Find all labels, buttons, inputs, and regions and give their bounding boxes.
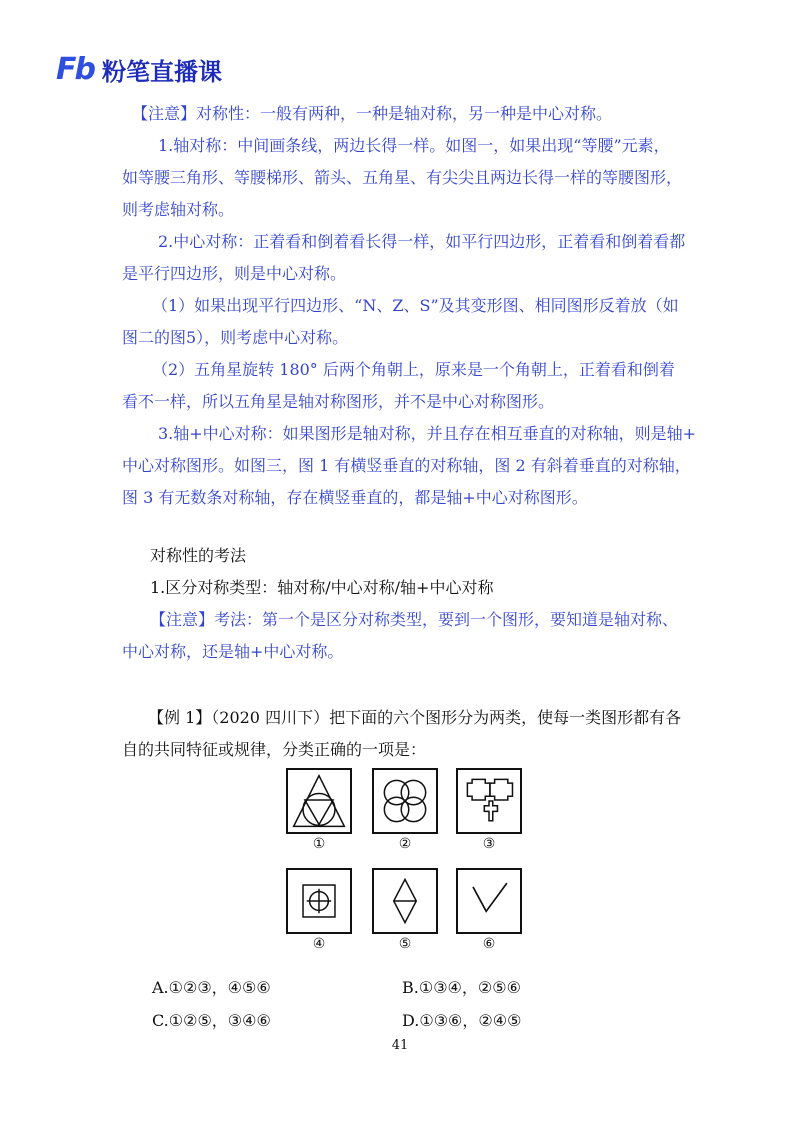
figure-1-triangle-circle (286, 768, 352, 834)
figure-6-v-shape (456, 868, 522, 934)
axis-symmetry-line2: 如等腰三角形、等腰梯形、箭头、五角星、有尖尖且两边长得一样的等腰图形， (122, 168, 683, 187)
center-note2-line2: 看不一样，所以五角星是轴对称图形，并不是中心对称图形。 (122, 392, 555, 411)
axis-center-line3: 图 3 有无数条对称轴，存在横竖垂直的，都是轴+中心对称图形。 (122, 488, 588, 507)
section-item1: 1.区分对称类型：轴对称/中心对称/轴+中心对称 (150, 578, 494, 597)
figure-4-label: ④ (312, 936, 326, 952)
center-note2-line1: （2）五角星旋转 180° 后两个角朝上，原来是一个角朝上，正着看和倒着 (152, 360, 675, 379)
center-symmetry-line2: 是平行四边形，则是中心对称。 (122, 264, 347, 283)
option-b: B.①③④，②⑤⑥ (402, 978, 521, 997)
section-title: 对称性的考法 (150, 546, 247, 565)
page-number: 41 (391, 1038, 409, 1053)
figure-2-four-circles (372, 768, 438, 834)
brand-name: 粉笔直播课 (101, 58, 222, 86)
figure-1-label: ① (312, 836, 326, 852)
axis-center-line2: 中心对称图形。如图三，图 1 有横竖垂直的对称轴，图 2 有斜着垂直的对称轴， (122, 456, 691, 475)
axis-symmetry-line3: 则考虑轴对称。 (122, 200, 235, 219)
example-figures (280, 768, 530, 958)
axis-center-line1: 3.轴+中心对称：如果图形是轴对称，并且存在相互垂直的对称轴，则是轴+ (158, 424, 697, 443)
figure-4-square-crosshair (286, 868, 352, 934)
header-logo (56, 52, 222, 87)
example-question-line2: 自的共同特征或规律，分类正确的一项是： (122, 740, 427, 759)
option-a: A.①②③，④⑤⑥ (152, 978, 271, 997)
option-c: C.①②⑤，③④⑥ (152, 1011, 271, 1030)
section-note-line1: 【注意】考法：第一个是区分对称类型，要到一个图形，要知道是轴对称、 (150, 610, 679, 629)
figure-5-diamond (372, 868, 438, 934)
center-symmetry-line1: 2.中心对称：正着看和倒着看长得一样，如平行四边形，正着看和倒着看都 (158, 232, 686, 251)
section-note-line2: 中心对称，还是轴+中心对称。 (122, 642, 344, 661)
axis-symmetry-line1: 1.轴对称：中间画条线，两边长得一样。如图一，如果出现“等腰”元素， (158, 136, 670, 155)
fenbi-logo-mark: Fb (56, 52, 94, 87)
figure-6-label: ⑥ (482, 936, 496, 952)
figure-5-label: ⑤ (398, 936, 412, 952)
example-question-line1: 【例 1】（2020 四川下）把下面的六个图形分为两类，使每一类图形都有各 (148, 708, 682, 727)
figure-3-stepped-crosses (456, 768, 522, 834)
option-d: D.①③⑥，②④⑤ (402, 1011, 522, 1030)
center-note1-line1: （1）如果出现平行四边形、“N、Z、S”及其变形图、相同图形反着放（如 (152, 296, 679, 315)
note-heading: 【注意】对称性：一般有两种，一种是轴对称，另一种是中心对称。 (132, 104, 613, 123)
figure-3-label: ③ (482, 836, 496, 852)
figure-2-label: ② (398, 836, 412, 852)
center-note1-line2: 图二的图5），则考虑中心对称。 (122, 328, 349, 347)
